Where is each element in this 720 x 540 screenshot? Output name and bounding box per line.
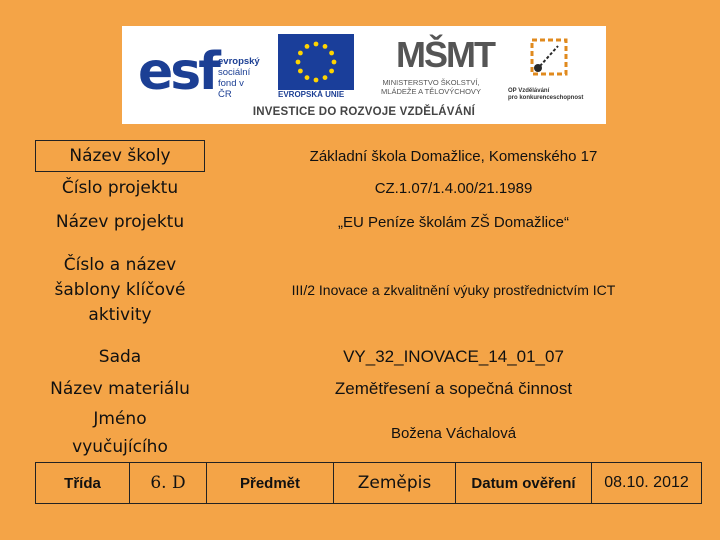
- esf-logo-text: [218, 56, 260, 100]
- op-logo-text: [508, 88, 608, 102]
- msmt-line-2: MLÁDEŽE A TĚLOVÝCHOVY: [381, 87, 481, 96]
- template-label-line-1: Číslo a název: [63, 254, 177, 275]
- project-name-label: Název projektu: [55, 212, 185, 232]
- verification-date-value: 08.10. 2012: [592, 462, 702, 504]
- esf-line-3: fond v ČR: [218, 78, 244, 100]
- row-teacher: [35, 404, 702, 462]
- subject-label: Předmět: [207, 462, 334, 504]
- class-value: 6. D: [129, 462, 207, 504]
- teacher-label-line-1: Jméno: [93, 409, 147, 429]
- teacher-label-line-2: vyučujícího: [72, 437, 168, 457]
- msmt-line-1: MINISTERSTVO ŠKOLSTVÍ,: [382, 78, 480, 87]
- row-template: [35, 240, 702, 340]
- eu-flag-icon: [278, 34, 354, 90]
- project-name-value: „EU Peníze školám ZŠ Domažlice“: [338, 213, 569, 231]
- template-label-line-3: aktivity: [88, 304, 152, 325]
- esf-line-1: evropský: [218, 56, 260, 67]
- msmt-logo-text: [366, 78, 496, 96]
- project-number-value: CZ.1.07/1.4.00/21.1989: [374, 179, 533, 197]
- row-set: [35, 340, 702, 374]
- esf-logo-letters: esf: [138, 42, 218, 102]
- msmt-logo-letters: MŠMT: [396, 34, 494, 75]
- row-project-name: [35, 204, 702, 240]
- template-value: III/2 Inovace a zkvalitnění výuky prostřednictvím ICT: [291, 282, 616, 298]
- teacher-value: Božena Váchalová: [390, 424, 517, 442]
- op-emblem-icon: [518, 34, 578, 86]
- school-name-value: Základní škola Domažlice, Komenského 17: [309, 147, 598, 165]
- bottom-info-row: [0, 462, 720, 504]
- row-project-number: [35, 172, 702, 204]
- set-label: Sada: [98, 347, 142, 367]
- esf-line-2: sociální: [218, 67, 251, 78]
- material-value: Zemětřesení a sopečná činnost: [334, 379, 573, 398]
- school-name-label: Název školy: [35, 140, 205, 172]
- row-school-name: [35, 140, 702, 172]
- template-label-line-2: šablony klíčové: [54, 279, 186, 300]
- teacher-label: [35, 404, 205, 462]
- op-logo: [504, 34, 604, 106]
- op-line-1: OP Vzdělávání: [508, 88, 550, 94]
- eu-caption: EVROPSKÁ UNIE: [278, 90, 345, 99]
- eu-stars-icon: [278, 34, 354, 90]
- op-line-2: pro konkurenceschopnost: [508, 95, 584, 101]
- template-label: [35, 240, 205, 340]
- row-material: [35, 374, 702, 404]
- banner-slogan: INVESTICE DO ROZVOJE VZDĚLÁVÁNÍ: [252, 106, 476, 118]
- class-label: Třída: [35, 462, 129, 504]
- set-value: VY_32_INOVACE_14_01_07: [343, 347, 564, 366]
- subject-value: Zeměpis: [334, 462, 456, 504]
- project-number-label: Číslo projektu: [61, 178, 179, 198]
- msmt-logo: [366, 32, 494, 104]
- logo-banner: [122, 26, 606, 124]
- esf-logo: [134, 34, 260, 106]
- verification-date-label: Datum ověření: [456, 462, 592, 504]
- material-label: Název materiálu: [50, 379, 190, 399]
